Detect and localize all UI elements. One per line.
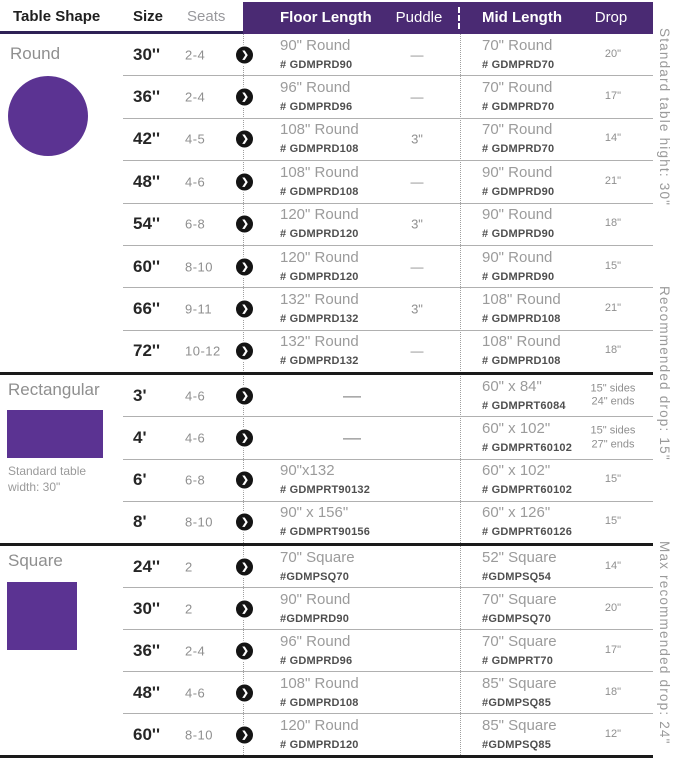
rectangular-shape-swatch [7, 410, 103, 458]
puddle-value: — [410, 174, 424, 190]
mid-length-value: 60" x 126" [482, 504, 551, 522]
floor-length-sku: # GDMPRD90 [280, 58, 353, 71]
floor-length-sku: # GDMPRD108 [280, 185, 359, 198]
table-row [123, 161, 653, 203]
size-value: 30'' [133, 44, 160, 64]
seats-value: 4-6 [185, 685, 206, 700]
floor-length-value: 90" x 156" [280, 504, 349, 522]
chevron-glyph: ❯ [241, 91, 249, 102]
seats-value: 8-10 [185, 259, 214, 275]
drop-line-1: 14" [604, 559, 622, 572]
table-row [123, 630, 653, 672]
chevron-right-circle-icon [234, 129, 255, 150]
chevron-glyph: ❯ [241, 133, 249, 144]
mid-length-value: 85" Square [482, 716, 557, 734]
chevron-glyph: ❯ [241, 345, 249, 356]
mid-length-value: 70" Round [482, 36, 553, 54]
round-rows [123, 34, 653, 372]
floor-length-cell [280, 717, 410, 753]
mid-length-sku: # GDMPRT60126 [482, 526, 573, 539]
chevron-glyph: ❯ [241, 729, 249, 739]
drop-value [575, 728, 651, 742]
column-header-seats: Seats [187, 8, 226, 25]
chevron-glyph: ❯ [241, 432, 249, 443]
chevron-right-circle-icon [234, 87, 255, 108]
size-value: 48'' [133, 171, 160, 191]
side-note-max-drop: Max recommended drop: 24" [657, 541, 672, 745]
drop-line-1: 15" [604, 259, 622, 272]
size-value: 60'' [133, 256, 160, 276]
mid-length-sku: #GDMPSQ54 [482, 570, 552, 583]
chevron-right-circle-icon [234, 512, 255, 533]
chevron-right-circle-icon [234, 724, 255, 745]
floor-length-cell [280, 549, 410, 585]
size-value: 60'' [133, 724, 160, 744]
chevron-right-circle-icon [234, 598, 255, 619]
drop-line-1: 17" [604, 643, 622, 656]
floor-length-value: 108" Round [280, 674, 359, 692]
seats-value: 10-12 [185, 343, 221, 359]
drop-value [575, 424, 651, 452]
chevron-right-circle-icon [234, 298, 255, 319]
chevron-glyph: ❯ [241, 603, 249, 613]
table-row [123, 288, 653, 330]
drop-value [575, 344, 651, 358]
drop-value [575, 302, 651, 316]
mid-length-sku: # GDMPRT60102 [482, 441, 573, 454]
floor-length-value: 108" Round [280, 121, 359, 139]
chevron-glyph: ❯ [241, 176, 249, 187]
floor-length-value: 108" Round [280, 163, 359, 181]
mid-length-sku: # GDMPRD90 [482, 270, 555, 283]
size-value: 54'' [133, 214, 160, 234]
seats-value: 4-6 [185, 388, 206, 404]
floor-length-cell [280, 504, 410, 540]
floor-length-value: 90" Round [280, 36, 351, 54]
seats-value: 2-4 [185, 643, 206, 658]
chevron-glyph: ❯ [241, 645, 249, 655]
chevron-glyph: ❯ [241, 561, 249, 571]
mid-length-sku: #GDMPSQ70 [482, 612, 552, 625]
mid-length-sku: # GDMPRD108 [482, 312, 561, 325]
chevron-right-circle-icon [234, 44, 255, 65]
drop-value [575, 382, 651, 410]
floor-length-value: 96" Round [280, 632, 351, 650]
size-value: 66'' [133, 298, 160, 318]
drop-value [575, 560, 651, 574]
mid-length-value: 90" Round [482, 206, 553, 224]
seats-value: 2-4 [185, 47, 206, 63]
mid-length-value: 70" Round [482, 79, 553, 97]
mid-length-sku: #GDMPSQ85 [482, 738, 552, 751]
size-value: 42'' [133, 129, 160, 149]
mid-length-value: 70" Square [482, 632, 557, 650]
chevron-glyph: ❯ [241, 218, 249, 229]
column-header-drop: Drop [594, 9, 628, 26]
floor-length-value: 70" Square [280, 548, 355, 566]
mid-length-sku: # GDMPRT6084 [482, 399, 566, 412]
drop-value [575, 473, 651, 487]
chevron-right-circle-icon [234, 385, 255, 406]
seats-value: 2-4 [185, 89, 206, 105]
side-note-standard-height: Standard table hight: 30" [657, 28, 672, 207]
floor-length-cell [280, 633, 410, 669]
drop-line-2: 24" ends [591, 395, 635, 408]
drop-line-1: 18" [604, 685, 622, 698]
floor-length-sku: # GDMPRT90156 [280, 526, 371, 539]
column-header-puddle: Puddle [395, 9, 443, 26]
chevron-right-circle-icon [234, 256, 255, 277]
drop-value [575, 644, 651, 658]
table-row [123, 331, 653, 372]
puddle-value: 3" [411, 216, 423, 232]
floor-length-cell [280, 675, 410, 711]
size-value: 3' [133, 385, 147, 405]
bottom-border [0, 755, 653, 758]
floor-length-value: 132" Round [280, 290, 359, 308]
size-value: 36'' [133, 640, 160, 660]
mid-length-sku: # GDMPRD90 [482, 228, 555, 241]
mid-length-value: 52" Square [482, 548, 557, 566]
section-label-round: Round [10, 44, 61, 63]
drop-line-1: 18" [604, 344, 622, 357]
seats-value: 8-10 [185, 727, 214, 742]
size-value: 4' [133, 427, 147, 447]
drop-line-2: 27" ends [591, 437, 635, 450]
drop-value [575, 516, 651, 530]
section-label-rectangular: Rectangular [8, 380, 100, 399]
mid-length-sku: # GDMPRD70 [482, 101, 555, 114]
floor-length-cell [243, 427, 461, 448]
floor-length-value: 132" Round [280, 333, 359, 351]
floor-length-sku: # GDMPRD96 [280, 654, 353, 667]
table-row [123, 246, 653, 288]
chevron-right-circle-icon [234, 470, 255, 491]
mid-length-value: 90" Round [482, 248, 553, 266]
mid-length-value: 60" x 102" [482, 419, 551, 437]
floor-length-sku: #GDMPSQ70 [280, 570, 350, 583]
floor-length-sku: # GDMPRD108 [280, 696, 359, 709]
side-note-recommended-drop: Recommended drop: 15" [657, 286, 672, 462]
seats-value: 4-5 [185, 131, 206, 147]
chevron-glyph: ❯ [241, 516, 249, 527]
table-row [123, 672, 653, 714]
puddle-value: — [410, 47, 424, 63]
table-row [123, 546, 653, 588]
seats-value: 4-6 [185, 430, 206, 446]
floor-length-value: — [343, 427, 361, 448]
mid-length-value: 108" Round [482, 290, 561, 308]
mid-length-sku: #GDMPSQ85 [482, 696, 552, 709]
floor-length-sku: # GDMPRD120 [280, 738, 359, 751]
purple-header-band [243, 2, 653, 34]
floor-length-value: 96" Round [280, 79, 351, 97]
floor-length-sku: # GDMPRD108 [280, 143, 359, 156]
rectangular-caption: Standard table width: 30" [8, 464, 87, 494]
chevron-right-circle-icon [234, 427, 255, 448]
table-row [123, 460, 653, 502]
puddle-value: 3" [411, 131, 423, 147]
floor-length-cell [280, 591, 410, 627]
size-value: 6' [133, 470, 147, 490]
table-row [123, 204, 653, 246]
seats-value: 6-8 [185, 216, 206, 232]
size-value: 24'' [133, 556, 160, 576]
mid-length-sku: # GDMPRD108 [482, 355, 561, 368]
mid-length-value: 108" Round [482, 333, 561, 351]
table-row [123, 714, 653, 755]
drop-value [575, 260, 651, 274]
drop-line-1: 15" [604, 515, 622, 528]
floor-length-sku: # GDMPRD120 [280, 228, 359, 241]
puddle-value: — [410, 343, 424, 359]
drop-line-1: 21" [604, 302, 622, 315]
drop-line-1: 20" [604, 601, 622, 614]
side-notes [657, 28, 672, 745]
drop-value [575, 175, 651, 189]
size-value: 48'' [133, 682, 160, 702]
puddle-value: — [410, 259, 424, 275]
seats-value: 9-11 [185, 301, 213, 317]
seats-value: 4-6 [185, 174, 206, 190]
mid-length-sku: # GDMPRD70 [482, 58, 555, 71]
floor-length-value: 120" Round [280, 716, 359, 734]
seats-value: 6-8 [185, 472, 206, 488]
chevron-right-circle-icon [234, 682, 255, 703]
header-dashed-separator [458, 7, 460, 29]
drop-line-1: 17" [604, 90, 622, 103]
drop-value [575, 686, 651, 700]
drop-line-1: 12" [604, 727, 622, 740]
column-header-table-shape: Table Shape [13, 8, 101, 25]
floor-length-sku: # GDMPRD132 [280, 312, 359, 325]
floor-length-value: 120" Round [280, 248, 359, 266]
chevron-glyph: ❯ [241, 261, 249, 272]
seats-value: 8-10 [185, 514, 214, 530]
floor-length-sku: # GDMPRD96 [280, 101, 353, 114]
drop-line-1: 21" [604, 174, 622, 187]
floor-length-sku: # GDMPRD120 [280, 270, 359, 283]
drop-line-1: 18" [604, 217, 622, 230]
drop-line-1: 15" sides [590, 381, 636, 394]
floor-length-cell [280, 462, 410, 498]
drop-value [575, 602, 651, 616]
column-header-mid-length: Mid Length [482, 9, 562, 26]
mid-length-value: 60" x 102" [482, 462, 551, 480]
puddle-value: 3" [411, 301, 423, 317]
mid-length-sku: # GDMPRT60102 [482, 484, 573, 497]
rectangular-rows [123, 375, 653, 543]
table-row [123, 34, 653, 76]
square-rows [123, 546, 653, 755]
column-header-floor-length: Floor Length [280, 9, 372, 26]
seats-value: 2 [185, 559, 193, 574]
section-label-square: Square [8, 551, 63, 570]
puddle-value: — [410, 89, 424, 105]
drop-line-1: 15" sides [590, 424, 636, 437]
mid-length-value: 70" Square [482, 590, 557, 608]
column-header-size: Size [133, 8, 164, 25]
drop-value [575, 48, 651, 62]
floor-length-value: — [343, 385, 361, 406]
round-shape-swatch [8, 76, 88, 156]
floor-length-sku: #GDMPRD90 [280, 612, 350, 625]
table-row [123, 76, 653, 118]
chevron-right-circle-icon [234, 171, 255, 192]
chevron-glyph: ❯ [241, 49, 249, 60]
mid-length-value: 70" Round [482, 121, 553, 139]
floor-length-sku: # GDMPRD132 [280, 355, 359, 368]
size-value: 72'' [133, 341, 160, 361]
chevron-right-circle-icon [234, 341, 255, 362]
size-value: 36'' [133, 87, 160, 107]
chevron-glyph: ❯ [241, 303, 249, 314]
floor-length-value: 120" Round [280, 206, 359, 224]
table-row [123, 119, 653, 161]
drop-value [575, 133, 651, 147]
table-row [123, 375, 653, 417]
floor-length-cell [243, 385, 461, 406]
mid-length-sku: # GDMPRD70 [482, 143, 555, 156]
drop-line-1: 14" [604, 132, 622, 145]
drop-line-1: 20" [604, 47, 622, 60]
table-row [123, 502, 653, 543]
table-row [123, 588, 653, 630]
mid-length-value: 90" Round [482, 163, 553, 181]
chevron-right-circle-icon [234, 640, 255, 661]
size-value: 8' [133, 512, 147, 532]
mid-length-sku: # GDMPRD90 [482, 185, 555, 198]
floor-length-value: 90"x132 [280, 462, 335, 480]
seats-value: 2 [185, 601, 193, 616]
chevron-right-circle-icon [234, 214, 255, 235]
chevron-glyph: ❯ [241, 474, 249, 485]
drop-value [575, 90, 651, 104]
mid-length-value: 60" x 84" [482, 377, 542, 395]
square-shape-swatch [7, 582, 77, 650]
chevron-glyph: ❯ [241, 390, 249, 401]
chevron-glyph: ❯ [241, 687, 249, 697]
floor-length-sku: # GDMPRT90132 [280, 484, 371, 497]
drop-line-1: 15" [604, 473, 622, 486]
drop-value [575, 217, 651, 231]
mid-length-sku: # GDMPRT70 [482, 654, 554, 667]
table-row [123, 417, 653, 459]
size-value: 30'' [133, 598, 160, 618]
chevron-right-circle-icon [234, 556, 255, 577]
floor-length-value: 90" Round [280, 590, 351, 608]
mid-length-value: 85" Square [482, 674, 557, 692]
